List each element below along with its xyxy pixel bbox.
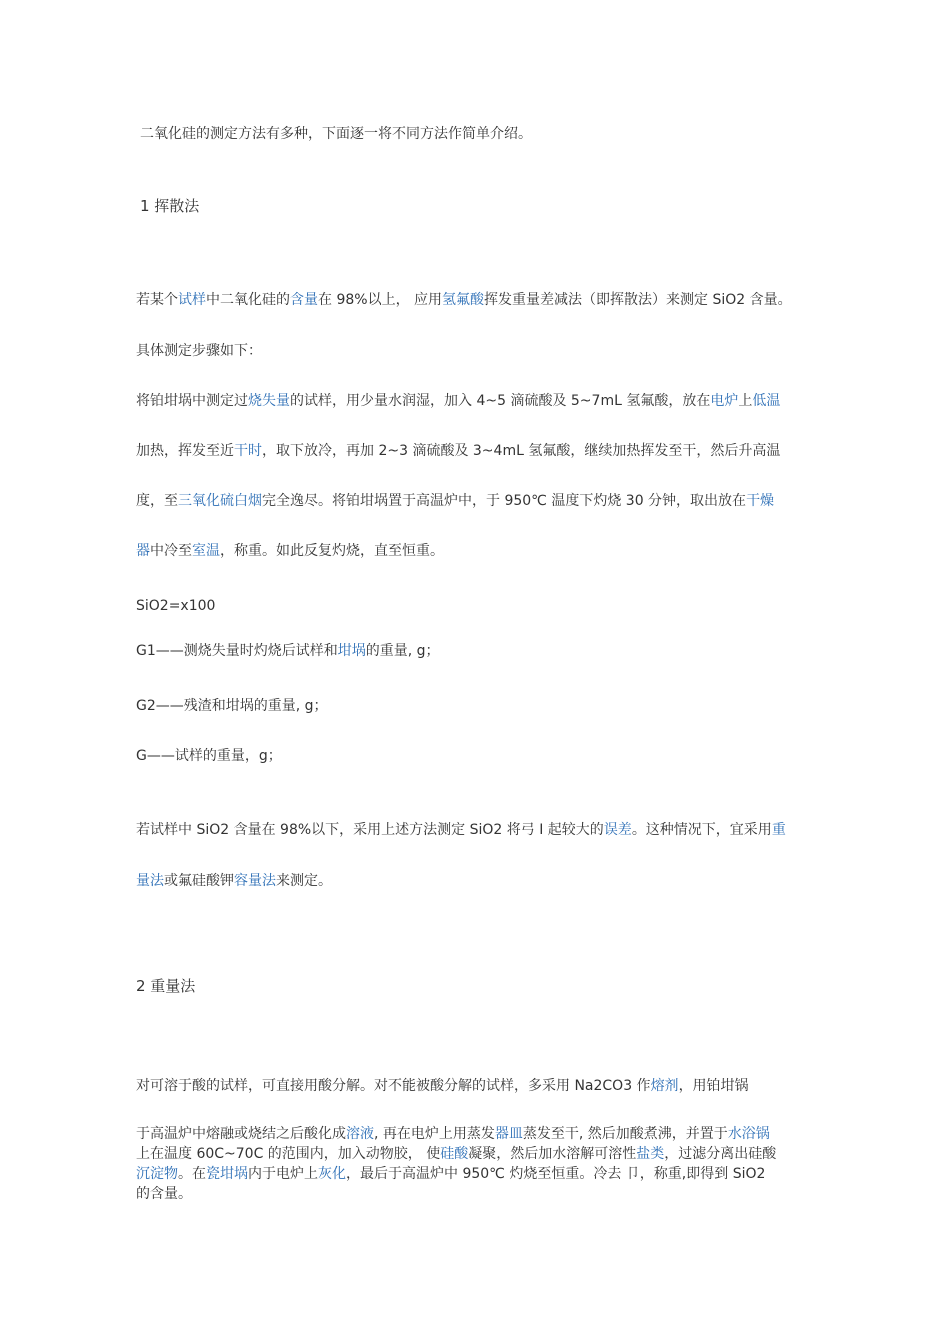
gravimetric-line-1 xyxy=(136,1076,749,1096)
link-容量法[interactable]: 容量法 xyxy=(234,873,276,889)
link-重量法[interactable]: 重 xyxy=(771,822,786,838)
text: 加热，挥发至近 xyxy=(136,443,234,459)
link-器皿[interactable]: 器皿 xyxy=(494,1126,523,1142)
link-误差[interactable]: 误差 xyxy=(603,822,632,838)
link-沉淀物[interactable]: 沉淀物 xyxy=(136,1166,178,1182)
link-干时[interactable]: 干时 xyxy=(234,443,262,459)
link-重量法[interactable]: 量法 xyxy=(136,873,164,889)
text: 上在温度 60C~70C 的范围内，加入动物胶， 使 xyxy=(136,1146,441,1162)
gravimetric-line-5: 的含量。 xyxy=(136,1186,192,1202)
section-2-heading: 2 重量法 xyxy=(136,977,196,995)
link-三氧化硫白烟[interactable]: 三氧化硫白烟 xyxy=(178,493,262,509)
link-试样[interactable]: 试样 xyxy=(178,292,206,308)
text: 中冷至 xyxy=(150,543,192,559)
steps-line-4 xyxy=(136,541,444,561)
text: 的重量, g； xyxy=(365,643,440,659)
link-盐类[interactable]: 盐类 xyxy=(636,1146,665,1162)
text: 在 98%以上， 应用 xyxy=(318,292,443,308)
text: ，称重。如此反复灼烧，直至恒重。 xyxy=(220,543,444,559)
text: ，取下放冷，再加 2~3 滴硫酸及 3~4mL 氢氟酸，继续加热挥发至干，然后升高温 xyxy=(262,443,781,459)
link-硅酸[interactable]: 硅酸 xyxy=(440,1146,469,1162)
text: 。在 xyxy=(178,1166,206,1182)
note-line-1 xyxy=(136,820,786,840)
link-室温[interactable]: 室温 xyxy=(192,543,220,559)
section-1-paragraph-1 xyxy=(136,290,792,310)
text: 完全逸尽。将铂坩埚置于高温炉中，于 950℃ 温度下灼烧 30 分钟，取出放在 xyxy=(262,493,747,509)
text: 来测定。 xyxy=(276,873,332,889)
text: 上 xyxy=(738,393,753,409)
text: ，用铂坩锅 xyxy=(678,1078,749,1094)
link-电炉[interactable]: 电炉 xyxy=(710,393,739,409)
text: 凝聚，然后加水溶解可溶性 xyxy=(468,1146,637,1162)
text: 蒸发至干, 然后加酸煮沸，并置于 xyxy=(522,1126,728,1142)
text: 内于电炉上 xyxy=(248,1166,318,1182)
link-水浴锅[interactable]: 水浴锅 xyxy=(727,1126,770,1142)
text: 的试样，用少量水润湿，加入 4~5 滴硫酸及 5~7mL 氢氟酸，放在 xyxy=(290,393,711,409)
text: 若试样中 SiO2 含量在 98%以下，采用上述方法测定 SiO2 将弓 I 起较大的 xyxy=(136,822,604,838)
text: 度，至 xyxy=(136,493,178,509)
link-灰化[interactable]: 灰化 xyxy=(318,1166,346,1182)
formula: SiO2=x100 xyxy=(136,598,216,614)
link-熔剂[interactable]: 熔剂 xyxy=(650,1078,679,1094)
section-1-heading: 1 挥散法 xyxy=(140,197,200,215)
text: 于高温炉中熔融或烧结之后酸化成 xyxy=(136,1126,346,1142)
gravimetric-line-2 xyxy=(136,1124,770,1144)
variable-g2: G2——残渣和坩埚的重量, g； xyxy=(136,698,328,714)
variable-g: G——试样的重量，g； xyxy=(136,748,282,764)
link-器[interactable]: 器 xyxy=(136,543,150,559)
steps-line-2 xyxy=(136,441,780,461)
text: , 再在电炉上用蒸发 xyxy=(374,1126,495,1142)
section-1-paragraph-2: 具体测定步骤如下： xyxy=(136,343,262,359)
intro-paragraph: 二氧化硅的测定方法有多种，下面逐一将不同方法作简单介绍。 xyxy=(140,126,532,142)
text: 对可溶于酸的试样，可直接用酸分解。对不能被酸分解的试样，多采用 Na2CO3 作 xyxy=(136,1078,651,1094)
steps-line-3 xyxy=(136,491,774,511)
link-干燥[interactable]: 干燥 xyxy=(746,493,775,509)
gravimetric-line-3 xyxy=(136,1144,776,1164)
text: ，最后于高温炉中 950℃ 灼烧至恒重。冷去 卩，称重,即得到 SiO2 xyxy=(346,1166,766,1182)
steps-line-1 xyxy=(136,391,780,411)
gravimetric-line-4 xyxy=(136,1164,765,1184)
text: 若某个 xyxy=(136,292,178,308)
link-氢氟酸[interactable]: 氢氟酸 xyxy=(442,292,485,308)
text: 或氟硅酸钾 xyxy=(164,873,234,889)
text: 中二氧化硅的 xyxy=(206,292,290,308)
link-溶液[interactable]: 溶液 xyxy=(346,1126,374,1142)
link-坩埚[interactable]: 坩埚 xyxy=(337,643,366,659)
link-低温[interactable]: 低温 xyxy=(752,393,781,409)
link-瓷坩埚[interactable]: 瓷坩埚 xyxy=(206,1166,248,1182)
link-含量[interactable]: 含量 xyxy=(290,292,318,308)
text: 将铂坩埚中测定过 xyxy=(136,393,248,409)
text: 挥发重量差减法（即挥散法）来测定 SiO2 含量。 xyxy=(484,292,792,308)
text: G1——测烧失量时灼烧后试样和 xyxy=(136,643,338,659)
link-烧失量[interactable]: 烧失量 xyxy=(248,393,290,409)
variable-g1 xyxy=(136,641,440,661)
note-line-2 xyxy=(136,871,332,891)
text: 。这种情况下，宜采用 xyxy=(631,822,772,838)
text: ，过滤分离出硅酸 xyxy=(664,1146,777,1162)
